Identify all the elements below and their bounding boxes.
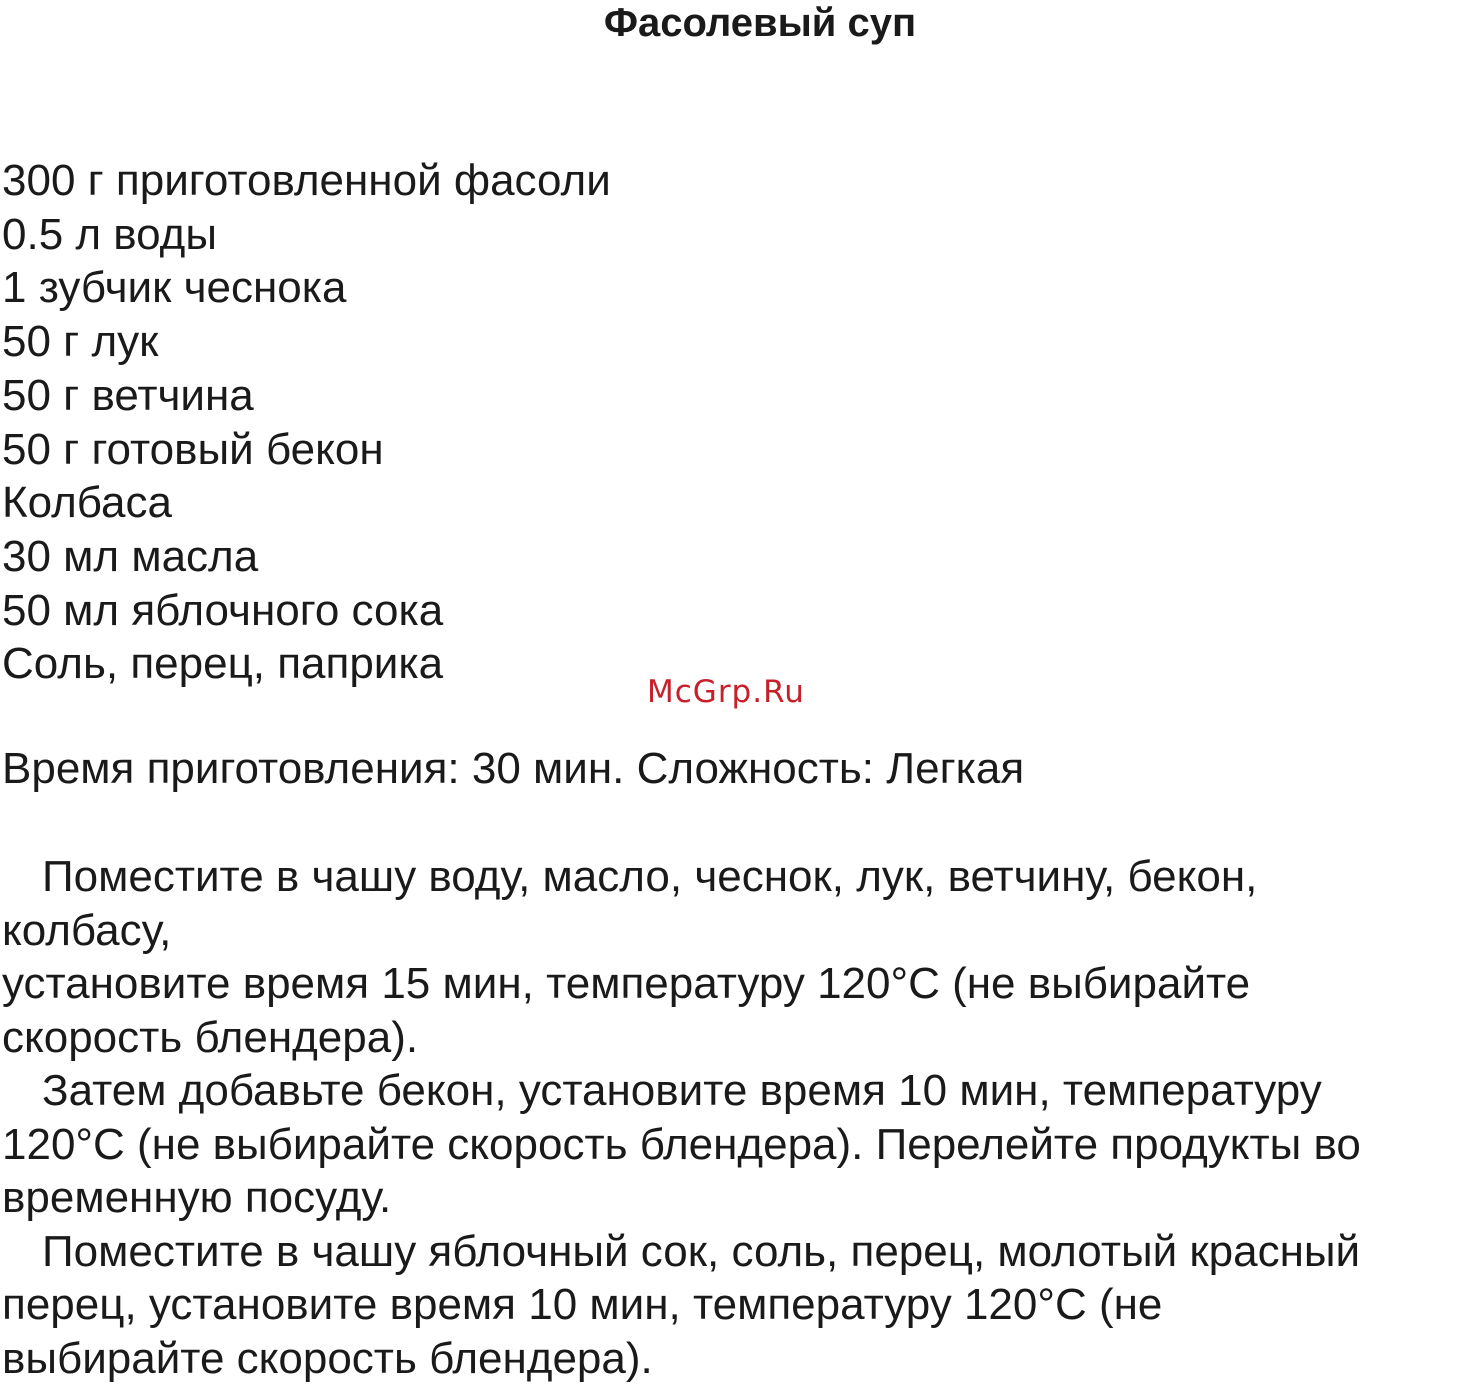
instruction-step <box>2 1064 1361 1225</box>
instruction-step <box>2 850 1361 1064</box>
ingredient-item: 30 мл масла <box>2 531 259 581</box>
step-line: временную посуду. <box>2 1173 392 1222</box>
watermark: McGrp.Ru <box>647 674 805 710</box>
cooking-meta: Время приготовления: 30 мин. Сложность: Легкая <box>2 744 1025 793</box>
ingredient-item: 50 мл яблочного сока <box>2 585 444 635</box>
ingredient-item: 1 зубчик чеснока <box>2 263 347 313</box>
ingredient-item: 300 г приготовленной фасоли <box>2 156 611 205</box>
step-line: скорость блендера). <box>2 1012 419 1062</box>
step-line: колбасу, <box>2 905 172 955</box>
page-title: Фасолевый суп <box>603 1 917 45</box>
ingredient-item: 50 г готовый бекон <box>2 424 384 474</box>
step-line: установите время 15 мин, температуру 120°С (не выбирайте <box>2 959 1251 1008</box>
step-line: выбирайте скорость блендера). <box>2 1333 653 1383</box>
step-line: Поместите в чашу яблочный сок, соль, перец, молотый красный <box>42 1226 1361 1276</box>
ingredient-item: 50 г ветчина <box>2 370 254 420</box>
ingredient-item: Соль, перец, паприка <box>2 639 444 689</box>
ingredient-item: Колбаса <box>2 478 172 528</box>
ingredient-item: 0.5 л воды <box>2 209 217 259</box>
ingredient-list <box>2 154 611 691</box>
step-line: Затем добавьте бекон, установите время 10 мин, температуру <box>42 1066 1322 1115</box>
step-line: перец, установите время 10 мин, температуру 120°С (не <box>2 1280 1163 1329</box>
step-line: Поместите в чашу воду, масло, чеснок, лук, ветчину, бекон, <box>42 852 1258 901</box>
instruction-step <box>2 1225 1361 1386</box>
instructions <box>2 850 1361 1385</box>
ingredient-item: 50 г лук <box>2 317 159 367</box>
step-line: 120°С (не выбирайте скорость блендера). Перелейте продукты во <box>2 1119 1361 1169</box>
